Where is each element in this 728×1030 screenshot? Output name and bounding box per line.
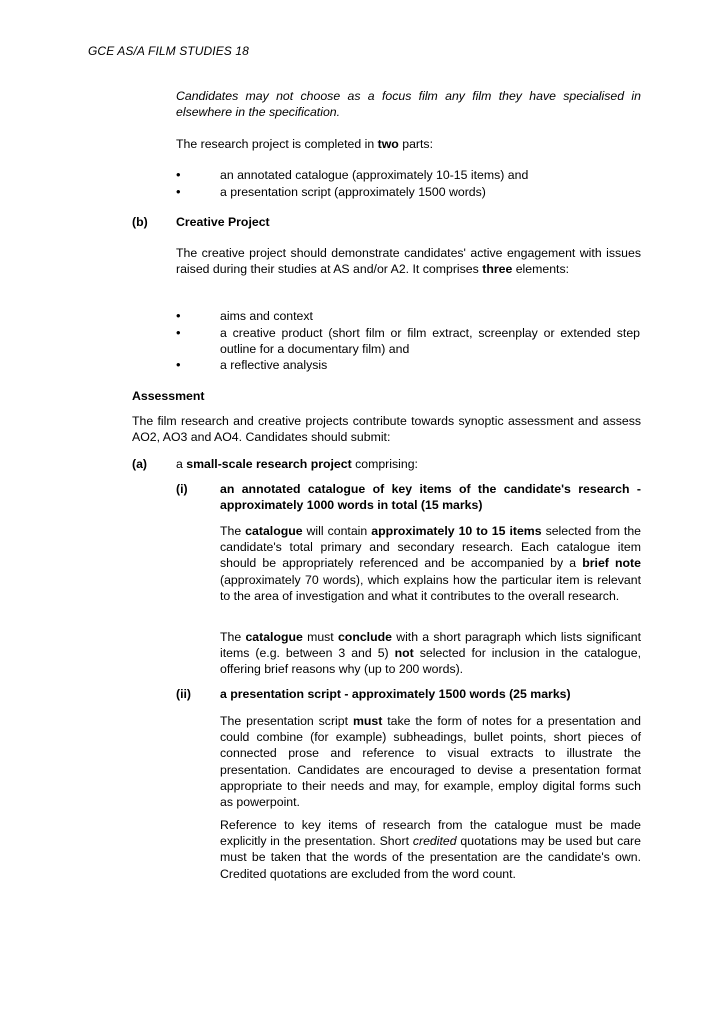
focus-film-note: Candidates may not choose as a focus film any film they have specialised in elsewhere in the specification.	[176, 89, 641, 120]
bullet-icon: •	[176, 325, 181, 340]
assessment-intro: The film research and creative projects contribute towards synoptic assessment and assess AO2, AO3 and AO4. Candidates should submit:	[132, 414, 641, 445]
presentation-script-title: a presentation script - approximately 1500 words (25 marks)	[220, 687, 571, 701]
section-label-b: (b)	[132, 215, 148, 229]
running-header: GCE AS/A FILM STUDIES 18	[88, 44, 249, 58]
item-label-i: (i)	[176, 482, 188, 496]
catalogue-paragraph-2: The catalogue must conclude with a short paragraph which lists significant items (e.g. between 3 and 5) not selected for inclusion in the catalogue, offering brief reasons why (up to 200 words).	[220, 630, 642, 677]
list-item: a creative product (short film or film extract, screenplay or extended step outline for a documentary film) and	[220, 326, 640, 357]
bullet-icon: •	[176, 184, 181, 199]
creative-project-paragraph: The creative project should demonstrate candidates' active engagement with issues raised during their studies at AS and/or A2. It comprises three elements:	[176, 246, 641, 277]
list-item: a reflective analysis	[220, 358, 328, 372]
bullet-icon: •	[176, 308, 181, 323]
list-item: aims and context	[220, 309, 313, 323]
research-project-line: a small-scale research project comprising:	[176, 457, 418, 471]
catalogue-title: an annotated catalogue of key items of the candidate's research - approximately 1000 words in total (15 marks)	[220, 482, 641, 513]
presentation-paragraph-1: The presentation script must take the form of notes for a presentation and could combine (for example) subheadings, bullet points, short pieces of connected prose and reference to visual extracts to illustrate the presentation. Candidates are encouraged to devise a presentation format appropriate to their needs and may, for example, employ digital forms such as powerpoint.	[220, 714, 642, 810]
item-label-ii: (ii)	[176, 687, 192, 701]
list-item: a presentation script (approximately 1500 words)	[220, 185, 486, 199]
catalogue-paragraph-1: The catalogue will contain approximately 10 to 15 items selected from the candidate's total primary and secondary research. Each catalogue item should be appropriately referenced and be accompanied by a brief note (approximately 70 words), which explains how the particular item is relevant to the area of investigation and what it contributes to the overall research.	[220, 524, 641, 603]
research-parts-line: The research project is completed in two parts:	[176, 137, 433, 151]
assessment-heading: Assessment	[132, 389, 205, 403]
presentation-paragraph-2: Reference to key items of research from the catalogue must be made explicitly in the presentation. Short credited quotations may be used but care must be taken that the words of the presentation are the candidate's own. Credited quotations are excluded from the word count.	[220, 818, 641, 881]
item-label-a: (a)	[132, 457, 148, 471]
list-item: an annotated catalogue (approximately 10-15 items) and	[220, 168, 529, 182]
bullet-icon: •	[176, 357, 181, 372]
bullet-icon: •	[176, 167, 181, 182]
section-title-creative-project: Creative Project	[176, 215, 270, 229]
